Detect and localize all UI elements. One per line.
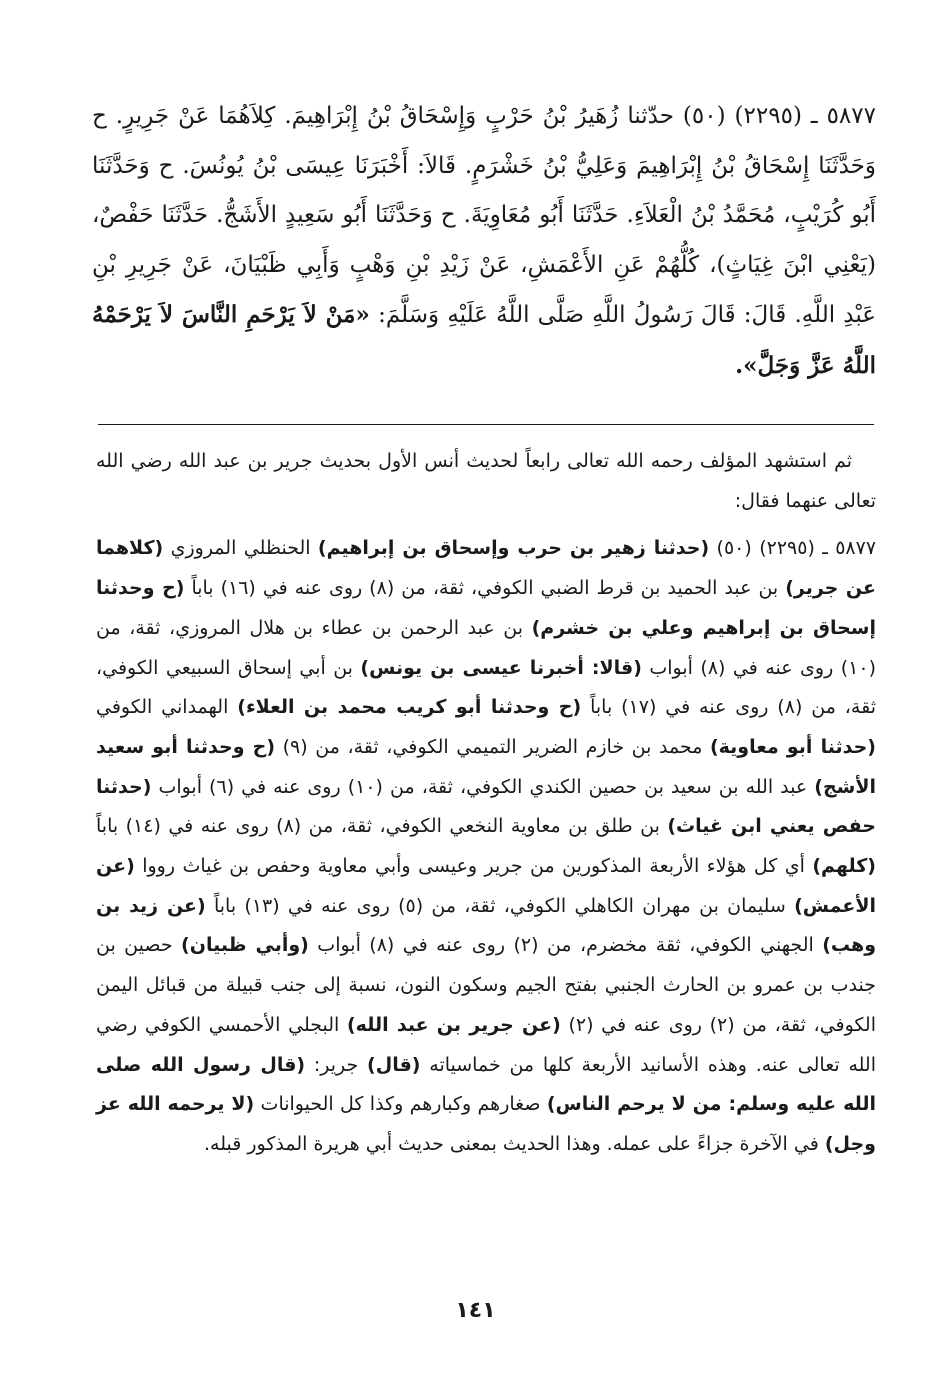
commentary-text: الهمداني الكوفي <box>96 696 238 719</box>
hadith-line-1: ٥٨٧٧ ـ (٢٢٩٥) (٥٠) حدّثنا زُهَيرُ بْنُ حَرْبٍ وَإِسْحَاقُ بْنُ إِبْرَاهِيمَ. كِلاَهُمَا <box>209 103 876 129</box>
hadith-line-3: عِيسَى بْنُ يُونُسَ. ح وَحَدَّثَنَا أَبُو كُرَيْبٍ، مُحَمَّدُ بْنُ الْعَلاَءِ. حَدَّثَنَا أَبُو مُعَاوِيَةَ. ح <box>92 152 877 228</box>
commentary-text: بن طلق بن معاوية النخعي الكوفي، ثقة، من (٨) روى عنه في (١٤) باباً <box>96 815 668 838</box>
hadith-space <box>370 302 378 328</box>
commentary-quoted-text: (وأبي ظبيان) <box>181 934 309 957</box>
commentary-text: بن عبد الحميد بن قرط الضبي الكوفي، ثقة، من (٨) روى عنه في (١٦) باباً <box>184 577 786 600</box>
commentary-quoted-text: (قال) <box>367 1053 421 1076</box>
commentary-quoted-text: (قال رسول الله صلى الله عليه وسلم: من لا يرحم الناس) <box>96 1053 876 1116</box>
commentary-quoted-text: (كلاهما عن جرير) <box>96 537 876 600</box>
commentary-text: عبد الله بن سعيد بن حصين الكندي الكوفي، ثقة، من (١٠) روى عنه في (٦) أبواب <box>151 775 815 798</box>
commentary-quoted-text: (عن جرير بن عبد الله) <box>346 1013 561 1036</box>
commentary-quoted-text: (عن زيد بن وهب) <box>96 894 877 957</box>
commentary-text: بن عبد الرحمن بن عطاء بن هلال المروزي، ثقة، من (١٠) روى عنه في (٨) أبواب <box>96 616 876 679</box>
commentary-text: بن أبي إسحاق السبيعي الكوفي، ثقة، من (٨) روى عنه في (١٧) باباً <box>96 656 876 719</box>
hadith-line-4: وَحَدَّثَنَا أَبُو سَعِيدٍ الأَشَجُّ. حَدَّثَنَا حَفْصٌ، (يَعْنِي ابْنَ غِيَاثٍ)، كُلُّهُمْ عَنِ الأَعْمَشِ، <box>92 202 876 278</box>
commentary-quoted-text: (ح وحدثنا أبو كريب محمد بن العلاء) <box>237 696 582 719</box>
commentary-quoted-text: (عن الأعمش) <box>96 855 876 917</box>
commentary-text: البجلي الأحمسي الكوفي رضي الله تعالى عنه. وهذه الأسانيد الأربعة كلها من خماسياته <box>96 1013 876 1076</box>
commentary-quoted-text: (لا يرحمه الله عز وجل) <box>96 1093 876 1155</box>
hadith-line-6-plain: رَسُولُ اللَّهِ صَلَّى اللَّهُ عَلَيْهِ وَسَلَّمَ: <box>378 302 693 328</box>
commentary-text: الحنظلي المروزي <box>163 537 318 560</box>
commentary-text: حصين بن جندب بن عمرو بن الحارث الجنبي بفتح الجيم وسكون النون، نسبة إلى جنب قبيلة من قبائل اليمن الكوفي، ثقة، من (٢) روى عنه في (٢) <box>96 934 876 1036</box>
commentary-text: جرير: <box>305 1053 368 1076</box>
hadith-line-5: عَنْ زَيْدِ بْنِ وَهْبٍ وَأَبِي ظَبْيَانَ، عَنْ جَرِيرِ بْنِ عَبْدِ اللَّهِ. قَالَ: قَالَ <box>92 251 877 328</box>
hadith-paragraph <box>92 92 876 391</box>
commentary-quoted-text: (حدثنا حفص يعني ابن غياث) <box>96 775 876 838</box>
commentary-text: سليمان بن مهران الكاهلي الكوفي، ثقة، من (٥) روى عنه في (١٣) باباً <box>205 894 795 917</box>
commentary-quoted-text: (قالا: أخبرنا عيسى بن يونس) <box>360 656 642 679</box>
commentary-quoted-text: (حدثنا أبو معاوية) <box>709 735 876 758</box>
hadith-text-block <box>92 92 876 391</box>
commentary-text: في الآخرة جزاءً على عمله. وهذا الحديث بمعنى حديث أبي هريرة المذكور قبله. <box>203 1132 825 1155</box>
commentary-body <box>96 529 876 1164</box>
page-number: ١٤١ <box>455 1298 496 1323</box>
hadith-prophetic-saying: «مَنْ لاَ يَرْحَمِ النَّاسَ لاَ يَرْحَمْهُ اللَّهُ عَزَّ وَجَلَّ». <box>92 301 876 379</box>
commentary-quoted-text: (ح وحدثنا إسحاق بن إبراهيم وعلي بن خشرم) <box>96 577 876 639</box>
commentary-quoted-text: (حدثنا زهير بن حرب وإسحاق بن إبراهيم) <box>317 537 710 560</box>
commentary-block <box>96 442 876 1165</box>
commentary-text: ٥٨٧٧ ـ (٢٢٩٥) (٥٠) <box>709 537 877 560</box>
commentary-text: محمد بن خازم الضرير التميمي الكوفي، ثقة، من (٩) <box>275 735 710 758</box>
commentary-quoted-text: (ح وحدثنا أبو سعيد الأشج) <box>96 735 876 798</box>
commentary-text: أي كل هؤلاء الأربعة المذكورين من جرير وعيسى وأبي معاوية وحفص بن غياث رووا <box>134 855 813 878</box>
commentary-text: صغارهم وكبارهم وكذا كل الحيوانات <box>254 1093 547 1116</box>
commentary-intro: ثم استشهد المؤلف رحمه الله تعالى رابعاً لحديث أنس الأول بحديث جرير بن عبد الله رضي الله تعالى عنهما فقال: <box>96 450 876 512</box>
hadith-line-2: عَنْ جَرِيرٍ. ح وَحَدَّثَنَا إِسْحَاقُ بْنُ إِبْرَاهِيمَ وَعَلِيُّ بْنُ خَشْرَمٍ. قَالاَ: أَخْبَرَنَا <box>92 103 877 179</box>
footnote-divider <box>98 424 874 425</box>
commentary-quoted-text: (كلهم) <box>812 855 876 878</box>
commentary-text: الجهني الكوفي، ثقة مخضرم، من (٢) روى عنه في (٨) أبواب <box>308 934 823 957</box>
